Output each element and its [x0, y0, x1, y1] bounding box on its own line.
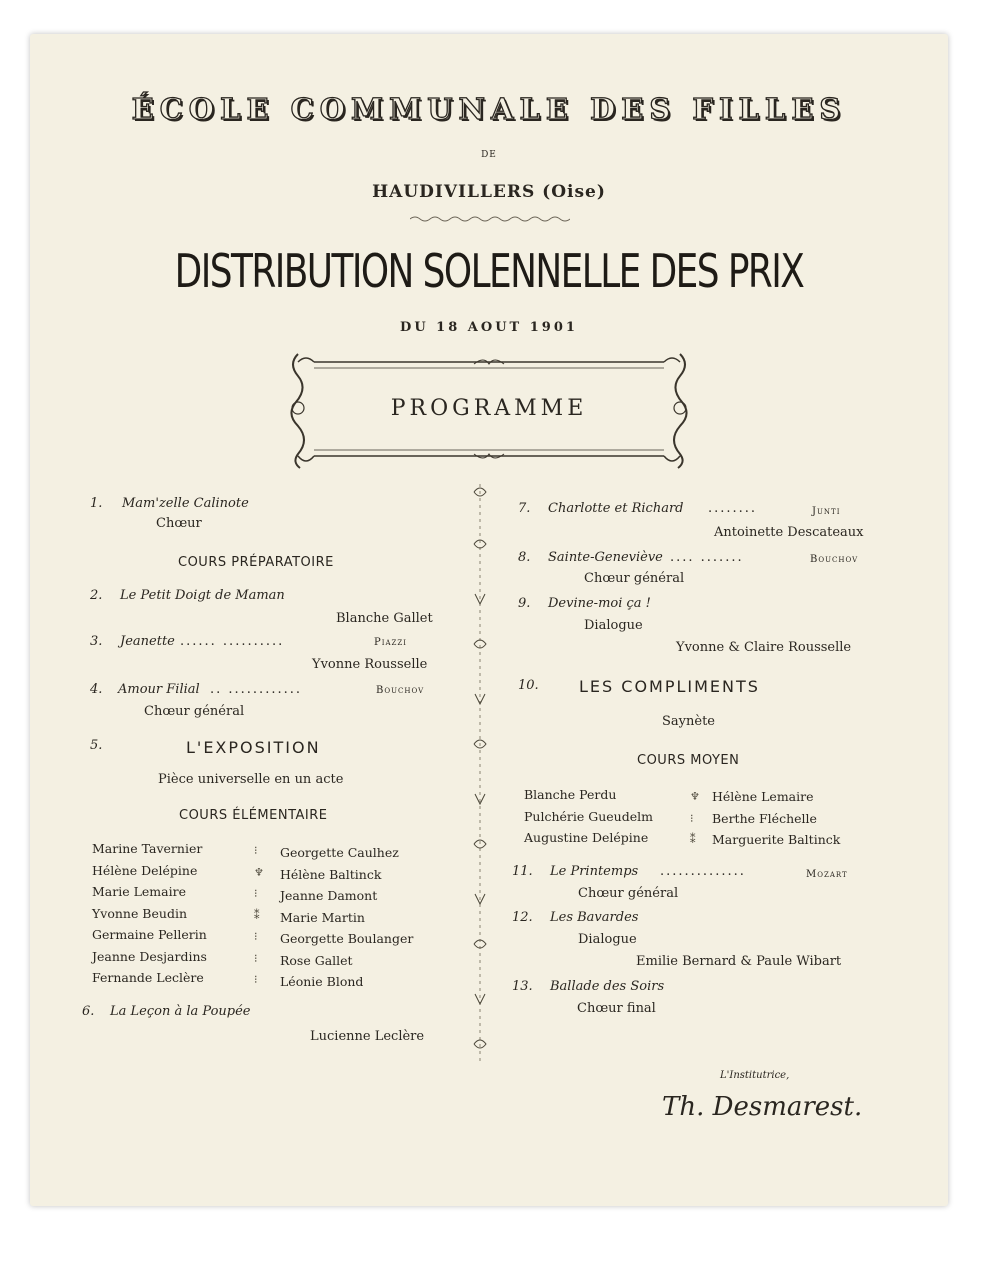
de-label: DE	[481, 150, 497, 160]
section-cours-moyen: COURS MOYEN	[637, 753, 740, 768]
item4-sub: Chœur général	[144, 704, 245, 719]
list-item: Hélène Delépine	[92, 862, 198, 878]
item9-number: 9.	[518, 596, 531, 611]
item8-composer: Bouchov	[810, 554, 859, 565]
list-item: Yvonne Beudin	[92, 905, 187, 921]
item9-performer: Yvonne & Claire Rousselle	[676, 640, 852, 655]
elementaire-names-col1	[92, 838, 207, 989]
item7-performer: Antoinette Descateaux	[714, 525, 864, 540]
moyen-names-col1	[524, 784, 653, 849]
list-item: Germaine Pellerin	[92, 927, 207, 942]
vertical-divider-ornament	[470, 484, 490, 1064]
signature-role: L'Institutrice,	[720, 1070, 790, 1081]
item5-sub: Pièce universelle en un acte	[158, 772, 344, 787]
item8-dots: .... .......	[670, 550, 744, 565]
item8-sub: Chœur général	[584, 571, 685, 586]
item6-performer: Lucienne Leclère	[310, 1029, 425, 1044]
item11-title: Le Printemps	[550, 864, 639, 879]
section-cours-preparatoire: COURS PRÉPARATOIRE	[178, 555, 334, 570]
item11-dots: ..............	[660, 864, 746, 879]
item5-number: 5.	[90, 738, 103, 753]
programme-heading: PROGRAMME	[390, 396, 588, 421]
item6-title: La Leçon à la Poupée	[110, 1004, 251, 1019]
list-item: Marie Lemaire	[92, 884, 186, 899]
list-item: Pulchérie Gueudelm	[524, 808, 653, 824]
list-item: Georgette Boulanger	[280, 931, 414, 946]
item4-dots: .. ............	[210, 682, 302, 697]
item9-sub: Dialogue	[584, 618, 643, 633]
list-item: Marguerite Baltinck	[712, 832, 841, 847]
list-item: Jeanne Damont	[280, 888, 378, 903]
item12-title: Les Bavardes	[550, 910, 639, 925]
list-item: Fernande Leclère	[92, 970, 204, 985]
item7-composer: Junti	[812, 506, 841, 517]
moyen-names-col2	[712, 786, 840, 851]
page-title: DISTRIBUTION SOLENNELLE DES PRIX	[174, 244, 804, 298]
list-item: Blanche Perdu	[524, 787, 617, 802]
signature-name: Th. Desmarest.	[662, 1092, 863, 1122]
item3-performer: Yvonne Rousselle	[312, 657, 428, 672]
item3-title: Jeanette	[120, 634, 175, 649]
list-item: Jeanne Desjardins	[92, 948, 207, 964]
item7-dots: ........	[708, 501, 758, 516]
item11-number: 11.	[512, 864, 533, 879]
school-name: ÉCOLE COMMUNALE DES FILLES	[131, 92, 847, 126]
item8-number: 8.	[518, 550, 531, 565]
item13-title: Ballade des Soirs	[550, 979, 665, 994]
item3-number: 3.	[90, 634, 103, 649]
item12-performer: Emilie Bernard & Paule Wibart	[636, 954, 842, 969]
item10-sub: Saynète	[662, 714, 715, 729]
item1-sub: Chœur	[156, 516, 202, 531]
list-item: Berthe Fléchelle	[712, 810, 817, 826]
item1-number: 1.	[90, 496, 103, 511]
item13-number: 13.	[512, 979, 533, 994]
programme-sheet	[30, 34, 948, 1206]
item4-number: 4.	[90, 682, 103, 697]
item11-composer: Mozart	[806, 869, 848, 880]
item10-number: 10.	[518, 678, 539, 693]
list-item: Léonie Blond	[280, 974, 364, 989]
item10-title: LES COMPLIMENTS	[579, 677, 760, 696]
list-item: Marie Martin	[280, 909, 365, 925]
item6-number: 6.	[82, 1004, 95, 1019]
list-item: Augustine Delépine	[524, 830, 649, 845]
item3-dots: ...... ..........	[180, 634, 285, 649]
list-item: Georgette Caulhez	[280, 845, 399, 860]
item11-sub: Chœur général	[578, 886, 679, 901]
item13-sub: Chœur final	[577, 1001, 656, 1016]
item2-number: 2.	[90, 588, 103, 603]
item7-number: 7.	[518, 501, 531, 516]
section-cours-elementaire: COURS ÉLÉMENTAIRE	[179, 808, 328, 823]
list-item: Hélène Lemaire	[712, 789, 814, 804]
town-name: HAUDIVILLERS (Oise)	[372, 182, 606, 202]
item4-composer: Bouchov	[376, 685, 425, 696]
list-item: Hélène Baltinck	[280, 866, 382, 882]
item7-title: Charlotte et Richard	[548, 501, 684, 516]
item2-performer: Blanche Gallet	[336, 611, 433, 626]
item8-title: Sainte-Geneviève	[548, 550, 663, 565]
elementaire-names-col2	[280, 842, 413, 993]
squiggle-ornament	[410, 214, 570, 224]
event-date: DU 18 AOUT 1901	[400, 320, 578, 335]
item3-composer: Piazzi	[374, 637, 408, 648]
item2-title: Le Petit Doigt de Maman	[120, 588, 285, 603]
list-item: Rose Gallet	[280, 952, 353, 968]
names-separator-ornament: ⁝ ♆ ⁝ ⁑ ⁝ ⁝ ⁝	[254, 844, 264, 986]
list-item: Marine Tavernier	[92, 841, 203, 856]
item4-title: Amour Filial	[118, 682, 200, 697]
item12-sub: Dialogue	[578, 932, 637, 947]
item1-title: Mam'zelle Calinote	[122, 496, 249, 511]
item5-title: L'EXPOSITION	[186, 738, 321, 757]
moyen-separator-ornament: ♆ ⁝ ⁑	[690, 790, 700, 846]
item12-number: 12.	[512, 910, 533, 925]
item9-title: Devine-moi ça !	[548, 596, 651, 611]
